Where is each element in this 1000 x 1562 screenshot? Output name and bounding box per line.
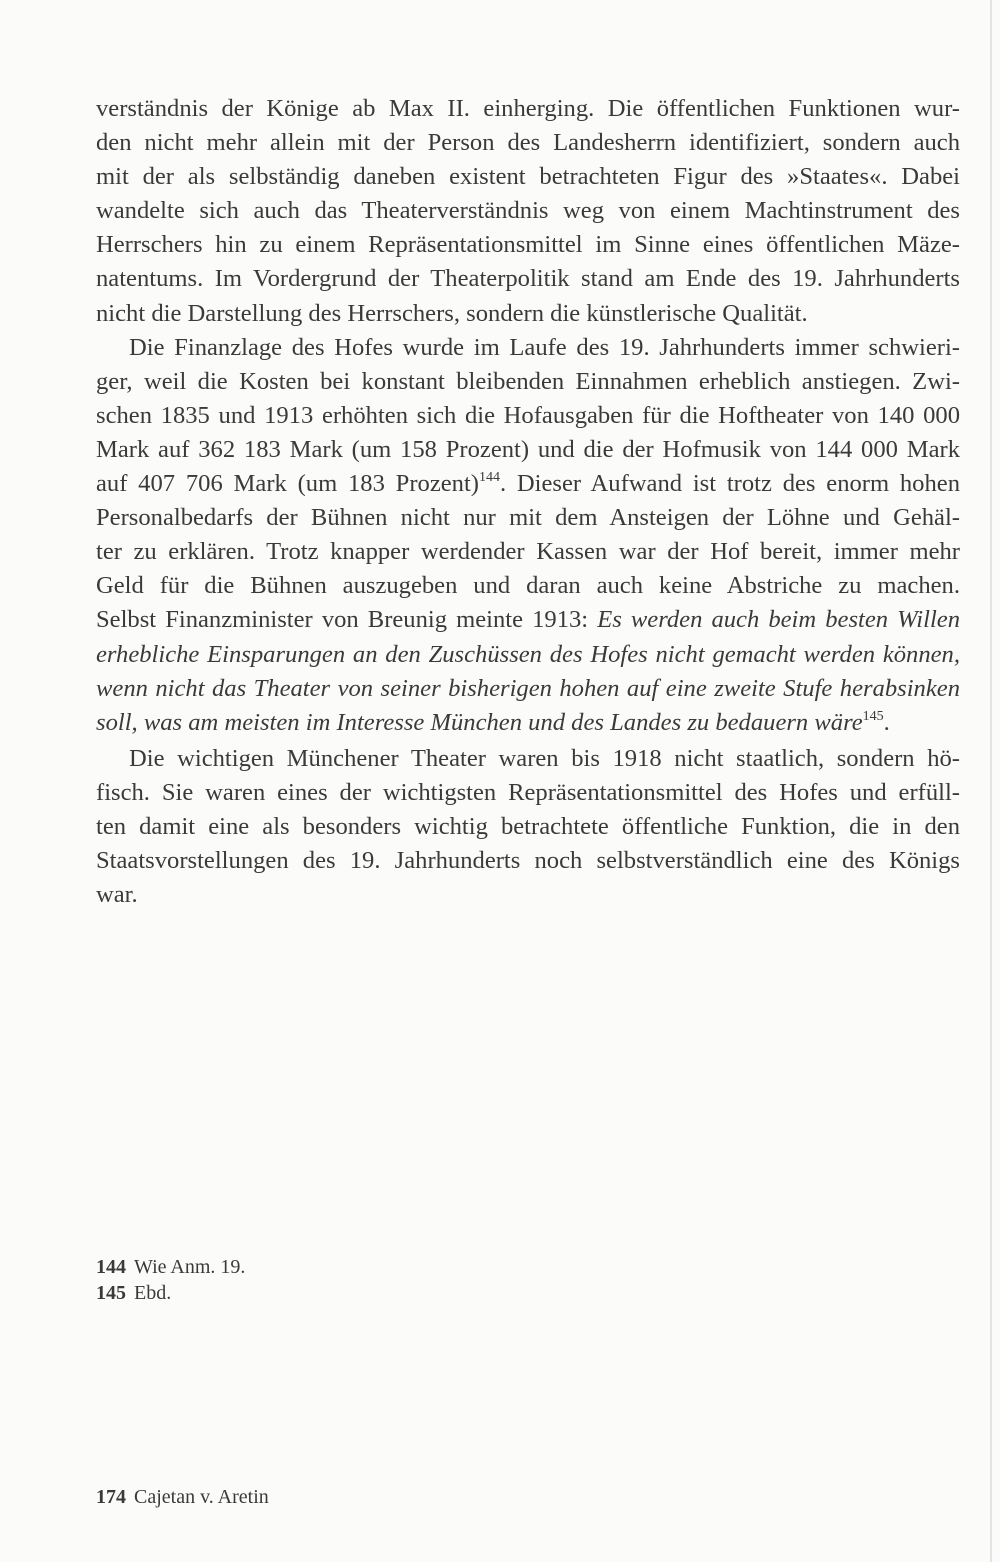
quote-segment: Es werden auch beim besten Willen bbox=[597, 606, 960, 634]
text-line: ter zu erklären. Trotz knapper werdender Kassen war der Hof bereit, immer mehr bbox=[96, 538, 960, 566]
text-line: fisch. Sie waren eines der wichtigsten Repräsentationsmittel des Hofes und erfüll- bbox=[96, 778, 960, 806]
paragraph-3 bbox=[96, 742, 960, 912]
body-text bbox=[96, 92, 960, 912]
quote-line-end bbox=[96, 706, 960, 740]
text-line: nicht die Darstellung des Herrschers, sondern die künstlerische Qualität. bbox=[96, 299, 808, 327]
footnote-number: 144 bbox=[96, 1256, 126, 1278]
text-line: mit der als selbständig daneben existent betrachteten Figur des »Staates«. Dabei bbox=[96, 163, 960, 191]
text-segment: auf 407 706 Mark (um 183 Prozent) bbox=[96, 470, 479, 498]
text-line: natentums. Im Vordergrund der Theaterpolitik stand am Ende des 19. Jahrhunderts bbox=[96, 265, 960, 293]
text-line: Personalbedarfs der Bühnen nicht nur mit dem Ansteigen der Löhne und Gehäl- bbox=[96, 504, 960, 532]
text-line: verständnis der Könige ab Max II. einherging. Die öffentlichen Funktionen wur- bbox=[96, 95, 960, 122]
text-line: Die wichtigen Münchener Theater waren bis 1918 nicht staatlich, sondern hö- bbox=[129, 744, 960, 772]
footnote-number: 145 bbox=[96, 1282, 126, 1304]
text-line: Staatsvorstellungen des 19. Jahrhunderts noch selbstverständlich eine des Königs bbox=[96, 847, 960, 875]
page-edge bbox=[990, 0, 992, 1562]
quote-segment: soll, was am meisten im Interesse München und des Landes zu bedauern wäre bbox=[96, 708, 863, 736]
text-line: wandelte sich auch das Theaterverständnis weg von einem Machtinstrument des bbox=[96, 197, 960, 225]
running-head: Cajetan v. Aretin bbox=[134, 1486, 269, 1508]
text-line: Mark auf 362 183 Mark (um 158 Prozent) und die der Hofmusik von 144 000 Mark bbox=[96, 435, 960, 463]
footnote-ref-144[interactable]: 144 bbox=[478, 470, 500, 486]
footnote-ref-145[interactable]: 145 bbox=[862, 708, 884, 724]
quote-segment: erhebliche Einsparungen an den Zuschüssen des Hofes nicht gemacht werden können, bbox=[96, 640, 960, 668]
text-segment: . Dieser Aufwand ist trotz des enorm hohen bbox=[499, 470, 960, 498]
text-segment: . bbox=[883, 708, 890, 736]
footnote-145 bbox=[96, 1280, 245, 1306]
page-footer bbox=[96, 1484, 269, 1510]
paragraph-2 bbox=[96, 331, 960, 740]
text-line-quote-start bbox=[96, 603, 960, 637]
quote-line bbox=[96, 672, 960, 706]
quote-line bbox=[96, 638, 960, 672]
text-line: Die Finanzlage des Hofes wurde im Laufe des 19. Jahrhunderts immer schwieri- bbox=[129, 333, 960, 361]
paragraph-1 bbox=[96, 92, 960, 331]
text-line: Geld für die Bühnen auszugeben und daran auch keine Abstriche zu machen. bbox=[96, 572, 960, 600]
text-line: schen 1835 und 1913 erhöhten sich die Hofausgaben für die Hoftheater von 140 000 bbox=[96, 401, 960, 429]
text-line-with-footnote bbox=[96, 467, 960, 501]
footnote-text: Ebd. bbox=[134, 1282, 172, 1304]
footnotes bbox=[96, 1254, 245, 1306]
quote-segment: wenn nicht das Theater von seiner bisherigen hohen auf eine zweite Stufe herabsinken bbox=[96, 674, 960, 702]
footnote-144 bbox=[96, 1254, 245, 1280]
text-line: ten damit eine als besonders wichtig betrachtete öffentliche Funktion, die in den bbox=[96, 812, 960, 840]
text-line: ger, weil die Kosten bei konstant bleibenden Einnahmen erheblich anstiegen. Zwi- bbox=[96, 367, 960, 395]
text-line: Herrschers hin zu einem Repräsentationsmittel im Sinne eines öffentlichen Mäze- bbox=[96, 231, 960, 259]
text-line: den nicht mehr allein mit der Person des Landesherrn identifiziert, sondern auch bbox=[96, 129, 960, 157]
text-line: war. bbox=[96, 881, 138, 909]
text-segment: Selbst Finanzminister von Breunig meinte 1913: bbox=[96, 606, 598, 634]
page-number: 174 bbox=[96, 1486, 126, 1508]
footnote-text: Wie Anm. 19. bbox=[134, 1256, 246, 1278]
